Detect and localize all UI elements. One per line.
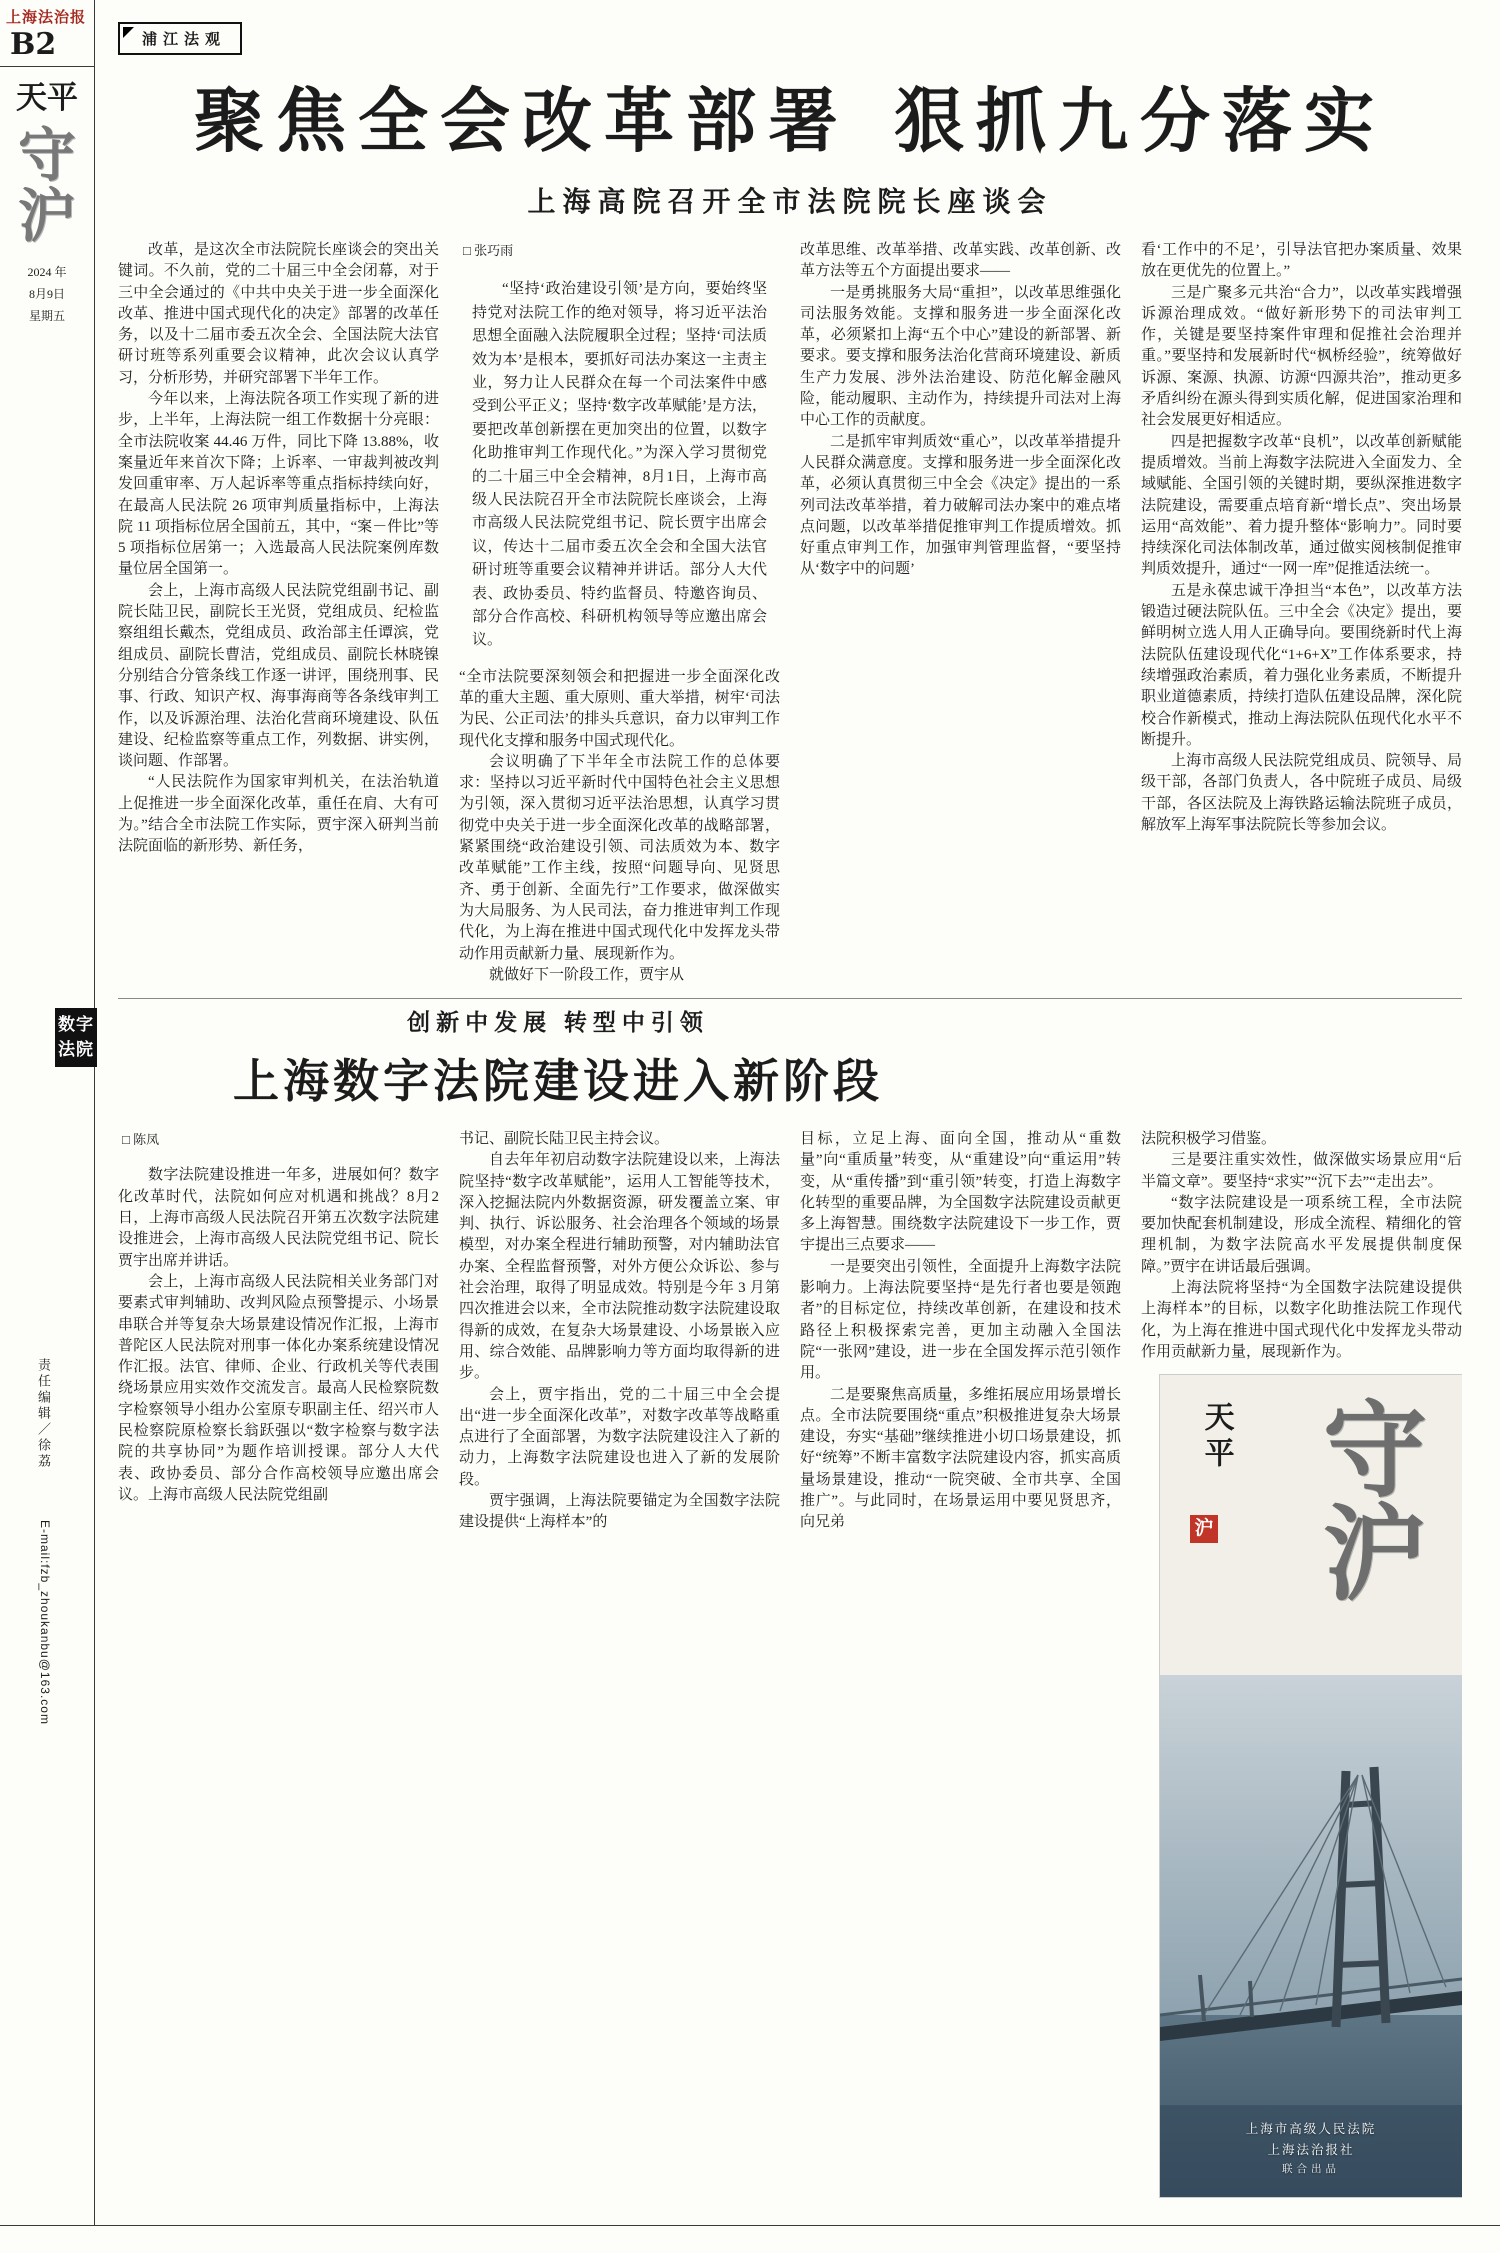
main-headline xyxy=(118,65,1462,166)
date-year: 2024 年 xyxy=(27,265,67,280)
top-article xyxy=(118,22,1462,1002)
paragraph: 一是要突出引领性，全面提升上海数字法院影响力。上海法院要坚持“是先行者也要是领跑者”的目标定位，持续改革创新，在建设和技术路径上积极探索完善，更加主动融入全国法院“一张网”建设，进一步在全国发挥示范引领作用。 xyxy=(800,1258,1121,1382)
photo-caption xyxy=(1160,2119,1462,2179)
page-number: B2 xyxy=(0,27,94,67)
paragraph: 上海市高级人民法院党组成员、院领导、局级干部，各部门负责人，各中院班子成员、局级干部，各区法院及上海铁路运输法院班子成员，解放军上海军事法院院长等参加会议。 xyxy=(1141,753,1462,834)
top-col-2-rest xyxy=(459,667,780,986)
date-block xyxy=(0,262,94,327)
headline-left: 聚焦全会改革部署 xyxy=(194,79,850,162)
brand-calligraphy-text: 守沪 xyxy=(17,120,76,250)
newspaper-masthead: 上海法治报 xyxy=(6,8,87,26)
column-title-text: 天平 xyxy=(16,80,78,116)
top-article-columns xyxy=(118,240,1462,1002)
brand-logo-panel xyxy=(1160,1375,1462,1675)
paragraph: 会议明确了下半年全市法院工作的总体要求：坚持以习近平新时代中国特色社会主义思想为引领，深入贯彻习近平法治思想，认真学习贯彻党中央关于进一步全面深化改革的战略部署，紧紧围绕“政治建设引领、司法质效为本、数字改革赋能”工作主线，按照“问题导向、见贤思齐、勇于创新、全面先行”工作要求，做深做实为大局服务、为人民司法，奋力推进审判工作现代化，为上海在推进中国式现代化中发挥龙头带动作用贡献新力量、展现新作为。 xyxy=(459,753,780,962)
column-title xyxy=(0,81,94,117)
top-col-1 xyxy=(118,240,439,1002)
paragraph: 五是永葆忠诚干净担当“本色”，以改革方法锻造过硬法院队伍。三中全会《决定》提出，要鲜明树立选人用人正确导向。要围绕新时代上海法院队伍建设现代化“1+6+X”工作体系要求，持续增强政治素质，着力强化业务素质，不断提升职业道德素质，持续打造队伍建设品牌，深化院校合作新模式，推动上海法院队伍现代化水平不断提升。 xyxy=(1141,582,1462,748)
top-col-2 xyxy=(459,240,780,1002)
paragraph: 改革思维、改革举措、改革实践、改革创新、改革方法等五个方面提出要求—— xyxy=(800,242,1121,280)
paragraph: 法院积极学习借鉴。 xyxy=(1141,1131,1277,1147)
digital-tag-line2: 法院 xyxy=(58,1039,94,1059)
paragraph: 二是要聚焦高质量，多维拓展应用场景增长点。全市法院要围绕“重点”积极推进复杂大场景建设，夯实“基础”继续推进小切口场景建设，抓好“统筹”不断丰富数字法院建设内容，抓实高质量场景建设，推动“一院突破、全市共享、全国推广”。与此同时，在场景运用中要见贤思齐，向兄弟 xyxy=(800,1386,1121,1531)
page-bottom-rule xyxy=(0,2225,1500,2226)
paragraph: 今年以来，上海法院各项工作实现了新的进步，上半年，上海法院一组工作数据十分亮眼：全市法院收案 44.46 万件，同比下降 13.88%，收案量近年来首次下降；上诉率、一审裁判被改判发回重审率、万人起诉率等重点指标持续向好，在最高人民法院 26 项审判质量指标中，上海法院 11 项指标位居全国前五，其中，“案－件比”等 5 项指标位居第一；入选最高人民法院案例库数量位居全国第一。 xyxy=(118,391,439,578)
paragraph: 四是把握数字改革“良机”，以改革创新赋能提质增效。当前上海数字法院进入全面发力、全域赋能、全国引领的关键时期，要纵深推进数字法院建设，需要重点培育新“增长点”、突出场景运用“高效能”、着力提升整体“影响力”。同时要持续深化司法体制改革，通过做实阅核制促推审判质效提升，通过“一网一库”促推适法统一。 xyxy=(1141,433,1462,578)
paragraph: 上海法院将坚持“为全国数字法院建设提供上海样本”的目标，以数字化助推法院工作现代化，为上海在推进中国式现代化中发挥龙头带动作用贡献新力量，展现新作为。 xyxy=(1141,1280,1462,1360)
bottom-col-4 xyxy=(1141,1129,1462,2214)
paragraph: 就做好下一阶段工作，贾宇从 xyxy=(489,966,685,983)
top-col-4 xyxy=(1141,240,1462,1002)
paragraph: 目标，立足上海、面向全国，推动从“重数量”向“重质量”转变，从“重建设”向“重运用”转变，从“重传播”到“重引领”转变，打造上海数字化转型的重要品牌，为全国数字法院建设贡献更多上海智慧。围绕数字法院建设下一步工作，贾宇提出三点要求—— xyxy=(800,1131,1121,1254)
paragraph: 二是抓牢审判质效“重心”，以改革举措提升人民群众满意度。支撑和服务进一步全面深化改革，必须认真贯彻三中全会《决定》提出的一系列司法改革举措，着力破解司法办案中的难点堵点问题，以改革举措促推审判工作提质增效。抓好重点审判工作，加强审判管理监督，“要坚持从‘数字中的问题’ xyxy=(800,433,1121,578)
paragraph: 看‘工作中的不足’，引导法官把办案质量、效果放在更优先的位置上。” xyxy=(1141,242,1462,280)
paragraph: 会上，上海市高级人民法院相关业务部门对要素式审判辅助、改判风险点预警提示、小场景串联合并等复杂大场景建设情况作汇报，上海市普陀区人民法院对刑事一体化办案系统建设情况作汇报。法官、律师、企业、行政机关等代表围绕场景应用实效作交流发言。最高人民检察院数字检察领导小组办公室原专职副主任、绍兴市人民检察院原检察长翁跃强以“数字检察与数字法院的共享协同”为题作培训授课。部分人大代表、政协委员、部分合作高校领导应邀出席会议。上海市高级人民法院党组副 xyxy=(118,1273,439,1503)
byline: □ 张巧雨 xyxy=(463,243,514,258)
tag-notch-icon xyxy=(123,27,134,38)
paragraph: 改革，是这次全市法院院长座谈会的突出关键词。不久前，党的二十届三中全会闭幕，对于三中全会通过的《中共中央关于进一步全面深化改革、推进中国式现代化的决定》部署的改革任务，以及十二届市委五次全会、全国法院大法官研讨班等系列重要会议精神，此次会议认真学习，分析形势，并研究部署下半年工作。 xyxy=(118,242,439,386)
caption-line-3: 联合出品 xyxy=(1282,2164,1340,2176)
digital-tag-line1: 数字 xyxy=(58,1015,94,1034)
bottom-article-columns xyxy=(118,1129,1462,2214)
brand-logo-small-text: 天平 xyxy=(1198,1401,1234,1474)
date-day: 8月9日 xyxy=(28,287,65,302)
responsible-editor: 责任编辑／徐荔 xyxy=(36,1358,51,1470)
bottom-header xyxy=(118,1004,998,1111)
paragraph: 一是勇挑服务大局“重担”，以改革思维强化司法服务效能。支撑和服务进一步全面深化改革，必须紧扣上海“五个中心”建设的新部署、新要求。要支撑和服务法治化营商环境建设、新质生产力发展、涉外法治建设、防范化解金融风险，能动履职、主动作为，持续提升司法对上海中心工作的贡献度。 xyxy=(800,284,1121,429)
paragraph: 会上，贾宇指出，党的二十届三中全会提出“进一步全面深化改革”，对数字改革等战略重点进行了全面部署，为数字法院建设注入了新的动力，上海数字法院建设也进入了新的发展阶段。 xyxy=(459,1386,780,1488)
section-tag-label: 浦江法观 xyxy=(142,32,227,48)
date-weekday: 星期五 xyxy=(28,308,65,323)
kicker: 创新中发展 转型中引领 xyxy=(407,1010,709,1035)
bottom-col-1-text xyxy=(118,1165,439,1506)
paragraph: 数字法院建设推进一年多，进展如何？数字化改革时代，法院如何应对机遇和挑战？8月2日，上海市高级人民法院召开第五次数字法院建设推进会，上海市高级人民法院党组书记、院长贾宇出席并讲话。 xyxy=(118,1167,439,1269)
section-tag-pujiang xyxy=(118,22,242,55)
bottom-col-1 xyxy=(118,1129,439,2214)
top-col-3 xyxy=(800,240,1121,1002)
headline-right: 狠抓九分落实 xyxy=(894,79,1386,162)
paragraph: 会上，上海市高级人民法院党组副书记、副院长陆卫民，副院长王光贤，党组成员、纪检监察组组长戴杰，党组成员、政治部主任谭滨，党组成员、副院长曹洁，党组成员、副院长林晓镍分别结合分管条线工作逐一讲评，围绕刑事、民事、行政、知识产权、海事海商等各条线审判工作，以及诉源治理、法治化营商环境建设、队伍建设、纪检监察等重点工作，列数据、讲实例，谈问题、作部署。 xyxy=(118,582,439,770)
bottom-col-2 xyxy=(459,1129,780,2214)
paragraph: 书记、副院长陆卫民主持会议。 xyxy=(459,1131,670,1147)
byline: □ 陈凤 xyxy=(122,1132,160,1147)
bottom-article xyxy=(0,1004,1500,2214)
red-seal-icon: 沪 xyxy=(1190,1515,1218,1543)
section-tag-digital-court xyxy=(55,1008,97,1067)
brand-calligraphy xyxy=(0,120,94,250)
caption-line-2: 上海法治报社 xyxy=(1267,2143,1355,2158)
paragraph: 三是要注重实效性，做深做实场景应用“后半篇文章”。要坚持“求实”“沉下去”“走出去”。 xyxy=(1141,1152,1462,1190)
contact-email: E-mail:fzb_zhoukanbu@163.com xyxy=(38,1520,52,1725)
paragraph: “数字法院建设是一项系统工程，全市法院要加快配套机制建设，形成全流程、精细化的管理机制，为数字法院高水平发展提供制度保障。”贾宇在讲话最后强调。 xyxy=(1141,1194,1462,1275)
paragraph: “全市法院要深刻领会和把握进一步全面深化改革的重大主题、重大原则、重大举措，树牢‘司法为民、公正司法’的排头兵意识，奋力以审判工作现代化支撑和服务中国式现代化。 xyxy=(459,668,780,749)
section-divider xyxy=(118,998,1462,999)
bottom-col-4-text xyxy=(1141,1129,1462,1363)
paragraph: 三是广聚多元共治“合力”，以改革实践增强诉源治理成效。“做好新形势下的司法审判工作，关键是要坚持案件审理和促推社会治理并重。”要坚持和发展新时代“枫桥经验”，统筹做好诉源、案源、执源、访源“四源共治”，推动更多矛盾纠纷在源头得到实质化解，促进国家治理和社会发展更好相适应。 xyxy=(1141,284,1462,429)
caption-line-1: 上海市高级人民法院 xyxy=(1245,2121,1377,2136)
brand-logo-large-text: 守沪 xyxy=(1305,1395,1428,1604)
bottom-col-3 xyxy=(800,1129,1121,2214)
paragraph: “人民法院作为国家审判机关，在法治轨道上促推进一步全面深化改革，重任在肩、大有可为。”结合全市法院工作实际，贾宇深入研判当前法院面临的新形势、新任务， xyxy=(118,774,439,855)
sub-headline: 上海高院召开全市法院院长座谈会 xyxy=(527,187,1053,218)
paragraph: 贾宇强调，上海法院要锚定为全国数字法院建设提供“上海样本”的 xyxy=(459,1493,780,1531)
lead-quote: “坚持‘政治建设引领’是方向，要始终坚持党对法院工作的绝对领导，将习近平法治思想全面融入法院履职全过程；坚持‘司法质效为本’是根本，要抓好司法办案这一主责主业，努力让人民群众在每一个司法案件中感受到公平正义；坚持‘数字改革赋能’是方法，要把改革创新摆在更加突出的位置，以数字化助推审判工作现代化。”为深入学习贯彻党的二十届三中全会精神，8月1日，上海市高级人民法院召开全市法院院长座谈会，上海市高级人民法院党组书记、院长贾宇出席会议，传达十二届市委五次全会和全国大法官研讨班等重要会议精神并讲话。部分人大代表、政协委员、特约监督员、特邀咨询员、部分合作高校、科研机构领导等应邀出席会议。 xyxy=(472,281,767,649)
brand-photo xyxy=(1160,1375,1462,2197)
paragraph: 自去年年初启动数字法院建设以来，上海法院坚持“数字改革赋能”，运用人工智能等技术，深入挖掘法院内外数据资源，研发覆盖立案、审判、执行、诉讼服务、社会治理各个领域的场景模型，对办案全程进行辅助预警，对内辅助法官办案、全程监督预警，对外方便公众诉讼、参与社会治理，取得了明显成效。特别是今年 3 月第四次推进会以来，全市法院推动数字法院建设取得新的成效，在复杂大场景建设、小场景嵌入应用、综合效能、品牌影响力等方面均取得新的进步。 xyxy=(459,1152,780,1382)
bottom-headline: 上海数字法院建设进入新阶段 xyxy=(233,1054,883,1108)
